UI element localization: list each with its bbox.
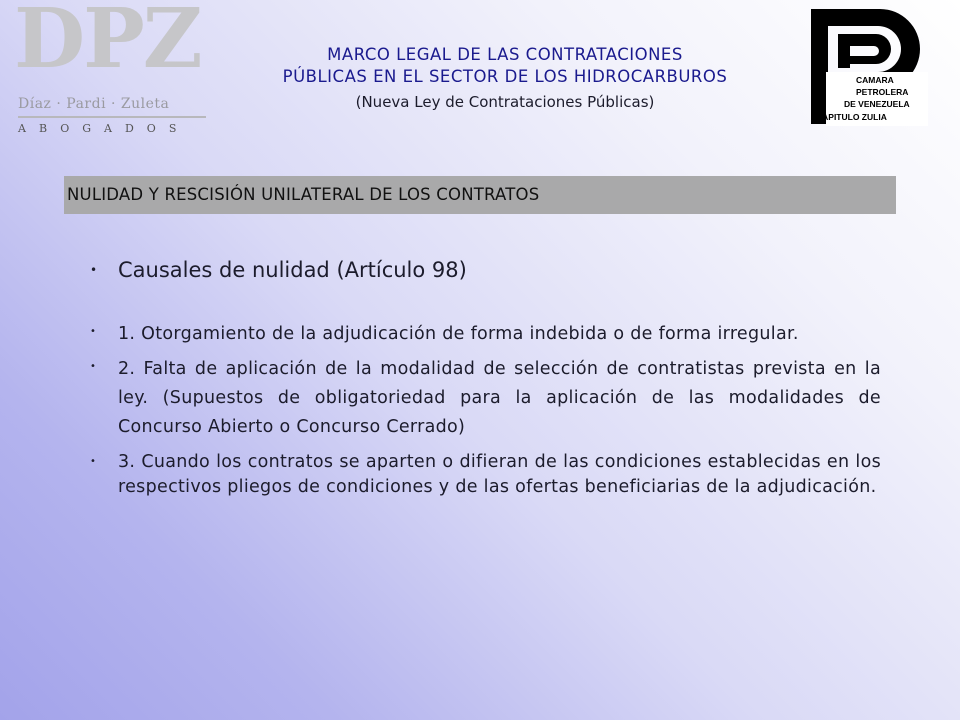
header-title-line1: MARCO LEGAL DE LAS CONTRATACIONES [327, 45, 683, 64]
dpz-logo [14, 0, 210, 135]
bullet-icon: • [90, 361, 97, 372]
list-item [84, 320, 881, 349]
header-title-block [220, 44, 790, 114]
list-item-text: 3. Cuando los contratos se aparten o difieran de las condiciones establecidas en los respectivos pliegos de condiciones y de las ofertas beneficiarias de la adjudicación. [118, 452, 881, 497]
list-item [84, 450, 881, 500]
camara-petrolera-logo [808, 6, 928, 128]
header-subtitle: (Nueva Ley de Contrataciones Públicas) [355, 93, 655, 111]
header-title-line2: PÚBLICAS EN EL SECTOR DE LOS HIDROCARBUROS [282, 67, 728, 86]
content-heading: Causales de nulidad (Artículo 98) [118, 258, 467, 282]
list-item-text: 1. Otorgamiento de la adjudicación de forma indebida o de forma irregular. [118, 324, 799, 344]
section-header-bar [64, 176, 896, 214]
logo-text-line4: CAPITULO ZULIA [816, 112, 887, 122]
dpz-logo-names: Díaz · Pardi · Zuleta [18, 96, 170, 112]
logo-text-line3: DE VENEZUELA [844, 99, 910, 109]
logo-text-line2: PETROLERA [856, 87, 909, 97]
bullet-icon: • [90, 263, 98, 277]
content-list [84, 250, 881, 500]
dpz-logo-divider [18, 116, 206, 118]
list-item-heading [84, 250, 881, 290]
dpz-logo-letters: DPZ [14, 0, 201, 87]
bullet-icon: • [90, 456, 97, 467]
list-item-text: 2. Falta de aplicación de la modalidad de selección de contratistas prevista en la ley. (Supuestos de obligatoriedad para la aplicación de las modalidades de Concurso Abierto o Concurso Cerrado) [118, 359, 881, 437]
logo-inner-p-icon [838, 34, 891, 68]
dpz-logo-subtitle: ABOGADOS [18, 122, 190, 135]
section-title: NULIDAD Y RESCISIÓN UNILATERAL DE LOS CONTRATOS [67, 185, 540, 204]
list-item [84, 355, 881, 442]
bullet-icon: • [90, 326, 97, 337]
logo-text-line1: CAMARA [856, 75, 894, 85]
